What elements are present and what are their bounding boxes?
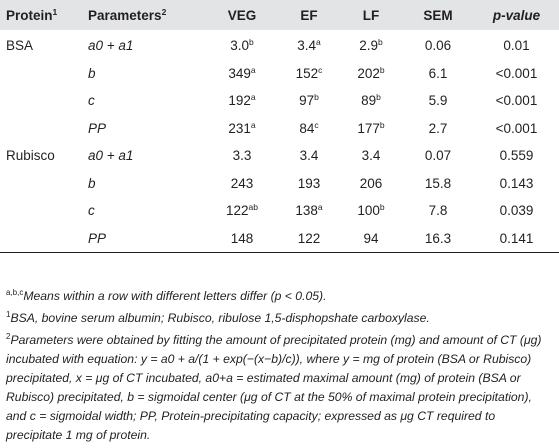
cell-parameter: b	[88, 65, 96, 81]
cell-lf: 206	[359, 175, 383, 191]
cell-pvalue: 0.039	[499, 203, 534, 219]
footnote: $^1$BSA, bovine serum albumin; Rubisco, ribulose 1,5-disphopshate carboxylase.	[6, 310, 430, 325]
cell-veg: 231$^a$	[228, 119, 256, 136]
cell-pvalue: <0.001	[495, 93, 538, 109]
table-row	[0, 197, 559, 225]
table-body	[0, 30, 559, 253]
cell-parameter: c	[88, 93, 95, 109]
cell-pvalue: 0.559	[499, 148, 534, 164]
footnotes	[6, 287, 554, 448]
cell-sem: 2.7	[428, 120, 448, 136]
table-row	[0, 60, 559, 88]
table-row	[0, 225, 559, 253]
cell-pvalue: 0.141	[474, 225, 559, 253]
cell-parameter: PP	[88, 225, 206, 253]
cell-ef: 138$^a$	[295, 202, 323, 219]
cell-lf: 89$^b$	[361, 92, 381, 109]
cell-lf: 2.9$^b$	[359, 37, 383, 54]
cell-pvalue: 0.01	[503, 38, 530, 54]
cell-sem: 7.8	[428, 203, 448, 219]
cell-pvalue: <0.001	[495, 65, 538, 81]
cell-protein	[0, 60, 88, 88]
cell-sem: 6.1	[428, 65, 448, 81]
cell-sem: 0.06	[424, 38, 452, 54]
table-row	[0, 142, 559, 170]
cell-protein	[0, 170, 88, 198]
cell-sem: 16.3	[402, 225, 474, 253]
cell-sem: 5.9	[428, 93, 448, 109]
cell-parameter: c	[88, 203, 95, 219]
header-ef: EF	[300, 7, 318, 23]
cell-sem: 0.07	[424, 148, 452, 164]
cell-protein: BSA	[6, 38, 34, 54]
cell-ef: 122	[278, 225, 340, 253]
header-lf: LF	[362, 7, 380, 23]
cell-sem: 15.8	[424, 175, 452, 191]
cell-veg: 3.3	[232, 148, 252, 164]
cell-protein	[0, 197, 88, 225]
cell-lf: 94	[340, 225, 402, 253]
table-row	[0, 30, 559, 60]
cell-parameter: PP	[88, 120, 107, 136]
footnote: $^{a,b,c}$Means within a row with different letters differ (p < 0.05).	[6, 288, 327, 303]
cell-ef: 3.4	[299, 148, 319, 164]
table-header-row	[0, 0, 559, 30]
cell-lf: 177$^b$	[357, 119, 385, 136]
header-pvalue: p-value	[492, 7, 541, 23]
cell-protein	[0, 225, 88, 253]
cell-lf: 100$^b$	[357, 202, 385, 219]
cell-lf: 3.4	[361, 148, 381, 164]
cell-ef: 84$^c$	[299, 119, 319, 136]
header-veg: VEG	[227, 7, 257, 23]
cell-veg: 243	[230, 175, 254, 191]
cell-veg: 3.0$^b$	[230, 37, 254, 54]
cell-veg: $122^{ab}$	[226, 202, 258, 219]
cell-pvalue: 0.143	[499, 175, 534, 191]
header-protein: Protein$^1$	[6, 6, 58, 23]
cell-veg: 192$^a$	[228, 92, 256, 109]
cell-ef: 97$^b$	[299, 92, 319, 109]
table-row	[0, 115, 559, 143]
cell-protein: Rubisco	[6, 148, 55, 164]
cell-pvalue: <0.001	[495, 120, 538, 136]
cell-parameter: b	[88, 175, 96, 191]
cell-ef: 3.4$^a$	[297, 37, 321, 54]
header-parameters: Parameters$^2$	[88, 6, 167, 23]
cell-lf: 202$^b$	[357, 64, 385, 81]
cell-parameter: a0 + a1	[88, 38, 134, 54]
cell-ef: 152$^c$	[295, 64, 323, 81]
footnote: $^2$Parameters were obtained by fitting the amount of precipitated protein (mg) and amount of CT (μg) incubated with equation: y = a0 + a/(1 + exp(−(x−b)/c)), where y = mg of protein (BSA or Rubisco) precipitated, x = μg of CT incubated, a0+a = estimated maximal amount (mg) of protein (BSA or Rubisco) precipitated, b = sigmoidal center (μg of CT at the 50% of maximal protein precipitation), and c = sigmoidal width; PP, Protein-precipitating capacity; expressed as μg CT required to precipitate 1 mg of protein.	[6, 332, 542, 442]
cell-ef: 193	[297, 175, 321, 191]
cell-parameter: a0 + a1	[88, 148, 134, 164]
cell-protein	[0, 87, 88, 115]
cell-protein	[0, 115, 88, 143]
header-sem: SEM	[423, 7, 453, 23]
table-row	[0, 170, 559, 198]
cell-veg: 349$^a$	[228, 64, 256, 81]
table-row	[0, 87, 559, 115]
cell-veg: 148	[206, 225, 278, 253]
